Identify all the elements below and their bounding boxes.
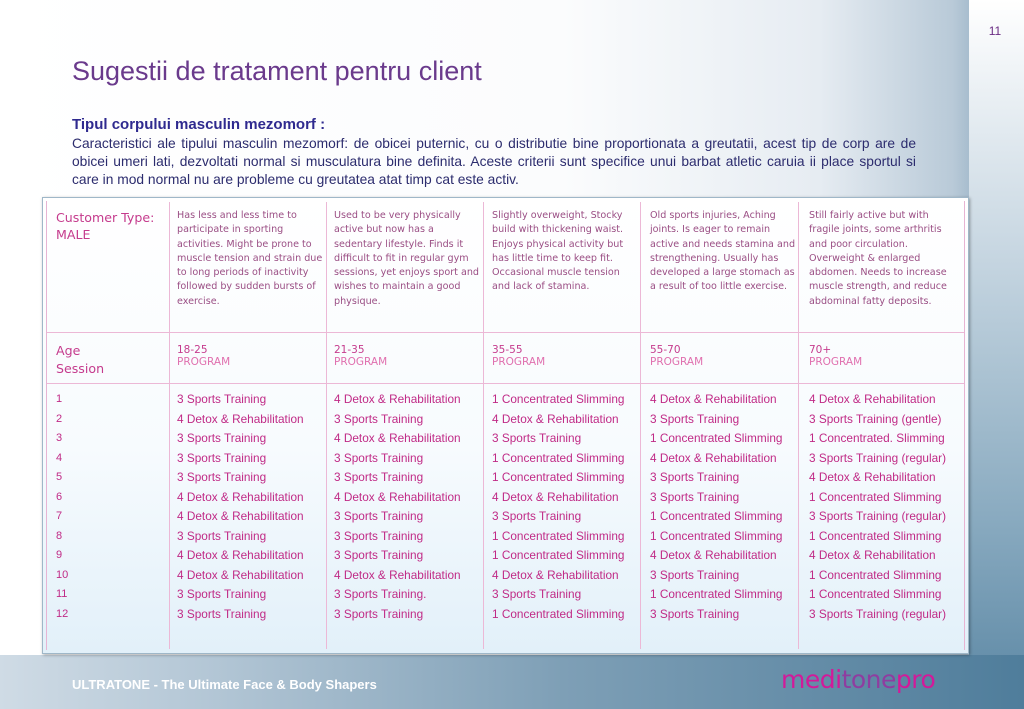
age-group-cell — [650, 344, 703, 368]
program-entry: 4 Detox & Rehabilitation — [177, 411, 304, 426]
program-column-35-55 — [492, 390, 624, 624]
age-range: 35-55 — [492, 344, 523, 356]
program-entry: 1 Concentrated Slimming — [650, 509, 783, 523]
program-entry: 3 Sports Training — [334, 411, 424, 426]
program-entry: 1 Concentrated. Slimming — [809, 431, 945, 445]
program-entry: 1 Concentrated Slimming — [650, 431, 783, 445]
session-number: 2 — [56, 412, 63, 425]
program-entry: 3 Sports Training — [177, 431, 267, 445]
session-number: 9 — [56, 549, 63, 561]
age-range: 55-70 — [650, 344, 681, 356]
program-entry: 1 Concentrated Slimming — [809, 587, 942, 601]
program-entry: 4 Detox & Rehabilitation — [177, 489, 304, 504]
program-entry: 4 Detox & Rehabilitation — [650, 450, 777, 465]
column-description: Has less and less time to participate in sporting activities. Might be prone to muscle tension and strain due to long periods of inactivity followed by sudden bursts of exercise. — [177, 210, 323, 307]
program-entry: 1 Concentrated Slimming — [809, 567, 942, 582]
program-entry: 4 Detox & Rehabilitation — [334, 567, 461, 582]
customer-type-label-line: Customer Type: — [56, 210, 155, 225]
grid-line — [640, 202, 641, 649]
footer-text: ULTRATONE - The Ultimate Face & Body Shapers — [72, 677, 377, 692]
program-entry: 3 Sports Training — [177, 606, 267, 621]
program-entry: 3 Sports Training (regular) — [809, 606, 947, 621]
grid-line — [47, 332, 964, 333]
program-entry: 3 Sports Training — [650, 470, 740, 484]
program-entry: 3 Sports Training (gentle) — [809, 411, 942, 426]
program-label: PROGRAM — [492, 356, 546, 368]
grid-line — [798, 202, 799, 649]
meditonepro-logo — [781, 665, 935, 694]
column-description: Slightly overweight, Stocky build with thickening waist. Enjoys physical activity but has little time to keep fit. Occasional muscle tension and lack of stamina. — [492, 210, 624, 293]
program-entry: 1 Concentrated Slimming — [492, 528, 625, 543]
logo-part: medi — [781, 665, 842, 694]
background-right-strip — [969, 0, 1024, 709]
program-entry: 1 Concentrated Slimming — [492, 606, 625, 621]
program-entry: 3 Sports Training — [492, 431, 582, 445]
program-entry: 1 Concentrated Slimming — [492, 548, 625, 562]
age-range: 70+ — [809, 344, 832, 356]
grid-line — [483, 202, 484, 649]
page-number: 11 — [988, 24, 1002, 38]
program-entry: 3 Sports Training — [334, 528, 424, 543]
program-column-18-25 — [177, 390, 304, 624]
program-entry: 4 Detox & Rehabilitation — [177, 548, 304, 562]
program-entry: 4 Detox & Rehabilitation — [492, 411, 619, 426]
session-number: 10 — [56, 568, 69, 581]
program-entry: 3 Sports Training — [334, 606, 424, 621]
program-entry: 3 Sports Training — [650, 489, 740, 504]
grid-line — [47, 383, 964, 384]
slide-title: Sugestii de tratament pentru client — [72, 56, 482, 86]
session-number: 7 — [56, 510, 63, 522]
grid-line — [169, 202, 170, 649]
age-session-label — [56, 342, 104, 378]
program-entry: 1 Concentrated Slimming — [809, 489, 942, 504]
program-column-70-plus — [809, 390, 946, 624]
session-label: Session — [56, 361, 105, 376]
session-number: 11 — [56, 588, 68, 600]
session-number: 3 — [56, 432, 63, 444]
program-entry: 1 Concentrated Slimming — [809, 528, 942, 543]
program-entry: 3 Sports Training — [650, 567, 740, 582]
age-range: 21-35 — [334, 344, 365, 356]
logo-part: tone — [841, 665, 896, 694]
program-entry: 4 Detox & Rehabilitation — [334, 431, 461, 445]
session-number: 5 — [56, 471, 63, 483]
program-entry: 3 Sports Training — [177, 528, 267, 543]
program-entry: 3 Sports Training — [492, 509, 582, 523]
customer-type-value: MALE — [56, 227, 91, 242]
program-entry: 1 Concentrated Slimming — [650, 587, 783, 601]
program-entry: 1 Concentrated Slimming — [492, 470, 625, 484]
program-entry: 4 Detox & Rehabilitation — [334, 489, 461, 504]
program-entry: 3 Sports Training — [334, 548, 424, 562]
program-entry: 3 Sports Training — [492, 587, 582, 601]
age-group-cell — [492, 344, 545, 368]
session-number: 6 — [56, 490, 63, 503]
column-description: Old sports injuries, Aching joints. Is eager to remain active and needs stamina and strengthening. Usually has developed a large stomach as a result of too little exercise. — [650, 210, 796, 293]
program-entry: 4 Detox & Rehabilitation — [177, 567, 304, 582]
customer-type-label — [56, 209, 154, 243]
session-number: 8 — [56, 529, 63, 542]
slide-description: Caracteristici ale tipului masculin mezomorf: de obicei puternic, cu o distributie bine proportionata a greutatii, acest tip de corp are de obicei umeri lati, dezvoltati normal si musculatura bine definita. Aceste criterii sunt specifice unui barbat atletic caruia ii place sportul si care in mod normal nu are probleme cu greutatea atat timp cat este activ. — [72, 136, 916, 187]
age-group-cell — [334, 344, 387, 368]
column-description: Used to be very physically active but now has a sedentary lifestyle. Finds it difficult to fit in regular gym sessions, yet enjoys sport and wishes to maintain a good physique. — [334, 210, 480, 307]
program-column-55-70 — [650, 390, 782, 624]
program-entry: 3 Sports Training — [177, 450, 267, 465]
program-entry: 4 Detox & Rehabilitation — [177, 509, 304, 523]
program-entry: 3 Sports Training — [650, 411, 740, 426]
program-entry: 4 Detox & Rehabilitation — [492, 567, 619, 582]
program-label: PROGRAM — [177, 356, 231, 368]
age-group-cell — [809, 344, 862, 368]
slide-subtitle: Tipul corpului masculin mezomorf : — [72, 116, 326, 133]
program-entry: 3 Sports Training (regular) — [809, 450, 947, 465]
program-entry: 3 Sports Training — [177, 392, 267, 406]
grid-line — [326, 202, 327, 649]
program-entry: 3 Sports Training — [177, 470, 267, 484]
program-entry: 4 Detox & Rehabilitation — [809, 548, 936, 562]
program-entry: 4 Detox & Rehabilitation — [809, 392, 936, 406]
program-label: PROGRAM — [809, 356, 863, 368]
program-entry: 3 Sports Training (regular) — [809, 509, 947, 523]
program-entry: 1 Concentrated Slimming — [492, 392, 625, 406]
program-column-21-35 — [334, 390, 461, 624]
program-entry: 3 Sports Training — [650, 606, 740, 621]
program-label: PROGRAM — [334, 356, 388, 368]
program-entry: 4 Detox & Rehabilitation — [334, 392, 461, 406]
session-number: 1 — [56, 393, 63, 405]
program-entry: 3 Sports Training. — [334, 587, 427, 601]
program-entry: 4 Detox & Rehabilitation — [650, 548, 777, 562]
age-label: Age — [56, 343, 81, 358]
program-entry: 3 Sports Training — [334, 470, 424, 484]
program-entry: 4 Detox & Rehabilitation — [650, 392, 777, 406]
logo-part: pro — [895, 665, 936, 694]
program-entry: 3 Sports Training — [334, 450, 424, 465]
treatment-table — [42, 197, 969, 654]
program-entry: 3 Sports Training — [177, 587, 267, 601]
session-number: 12 — [56, 607, 69, 620]
program-entry: 3 Sports Training — [334, 509, 424, 523]
session-number-list — [56, 390, 68, 624]
program-entry: 4 Detox & Rehabilitation — [492, 489, 619, 504]
program-label: PROGRAM — [650, 356, 704, 368]
age-range: 18-25 — [177, 344, 208, 356]
program-entry: 1 Concentrated Slimming — [650, 528, 783, 543]
column-description: Still fairly active but with fragile joints, some arthritis and poor circulation. Overweight & enlarged abdomen. Needs to increase muscle strength, and reduce abdominal fatty deposits. — [809, 210, 947, 307]
program-entry: 1 Concentrated Slimming — [492, 450, 625, 465]
program-entry: 4 Detox & Rehabilitation — [809, 470, 936, 484]
age-group-cell — [177, 344, 230, 368]
session-number: 4 — [56, 451, 63, 464]
